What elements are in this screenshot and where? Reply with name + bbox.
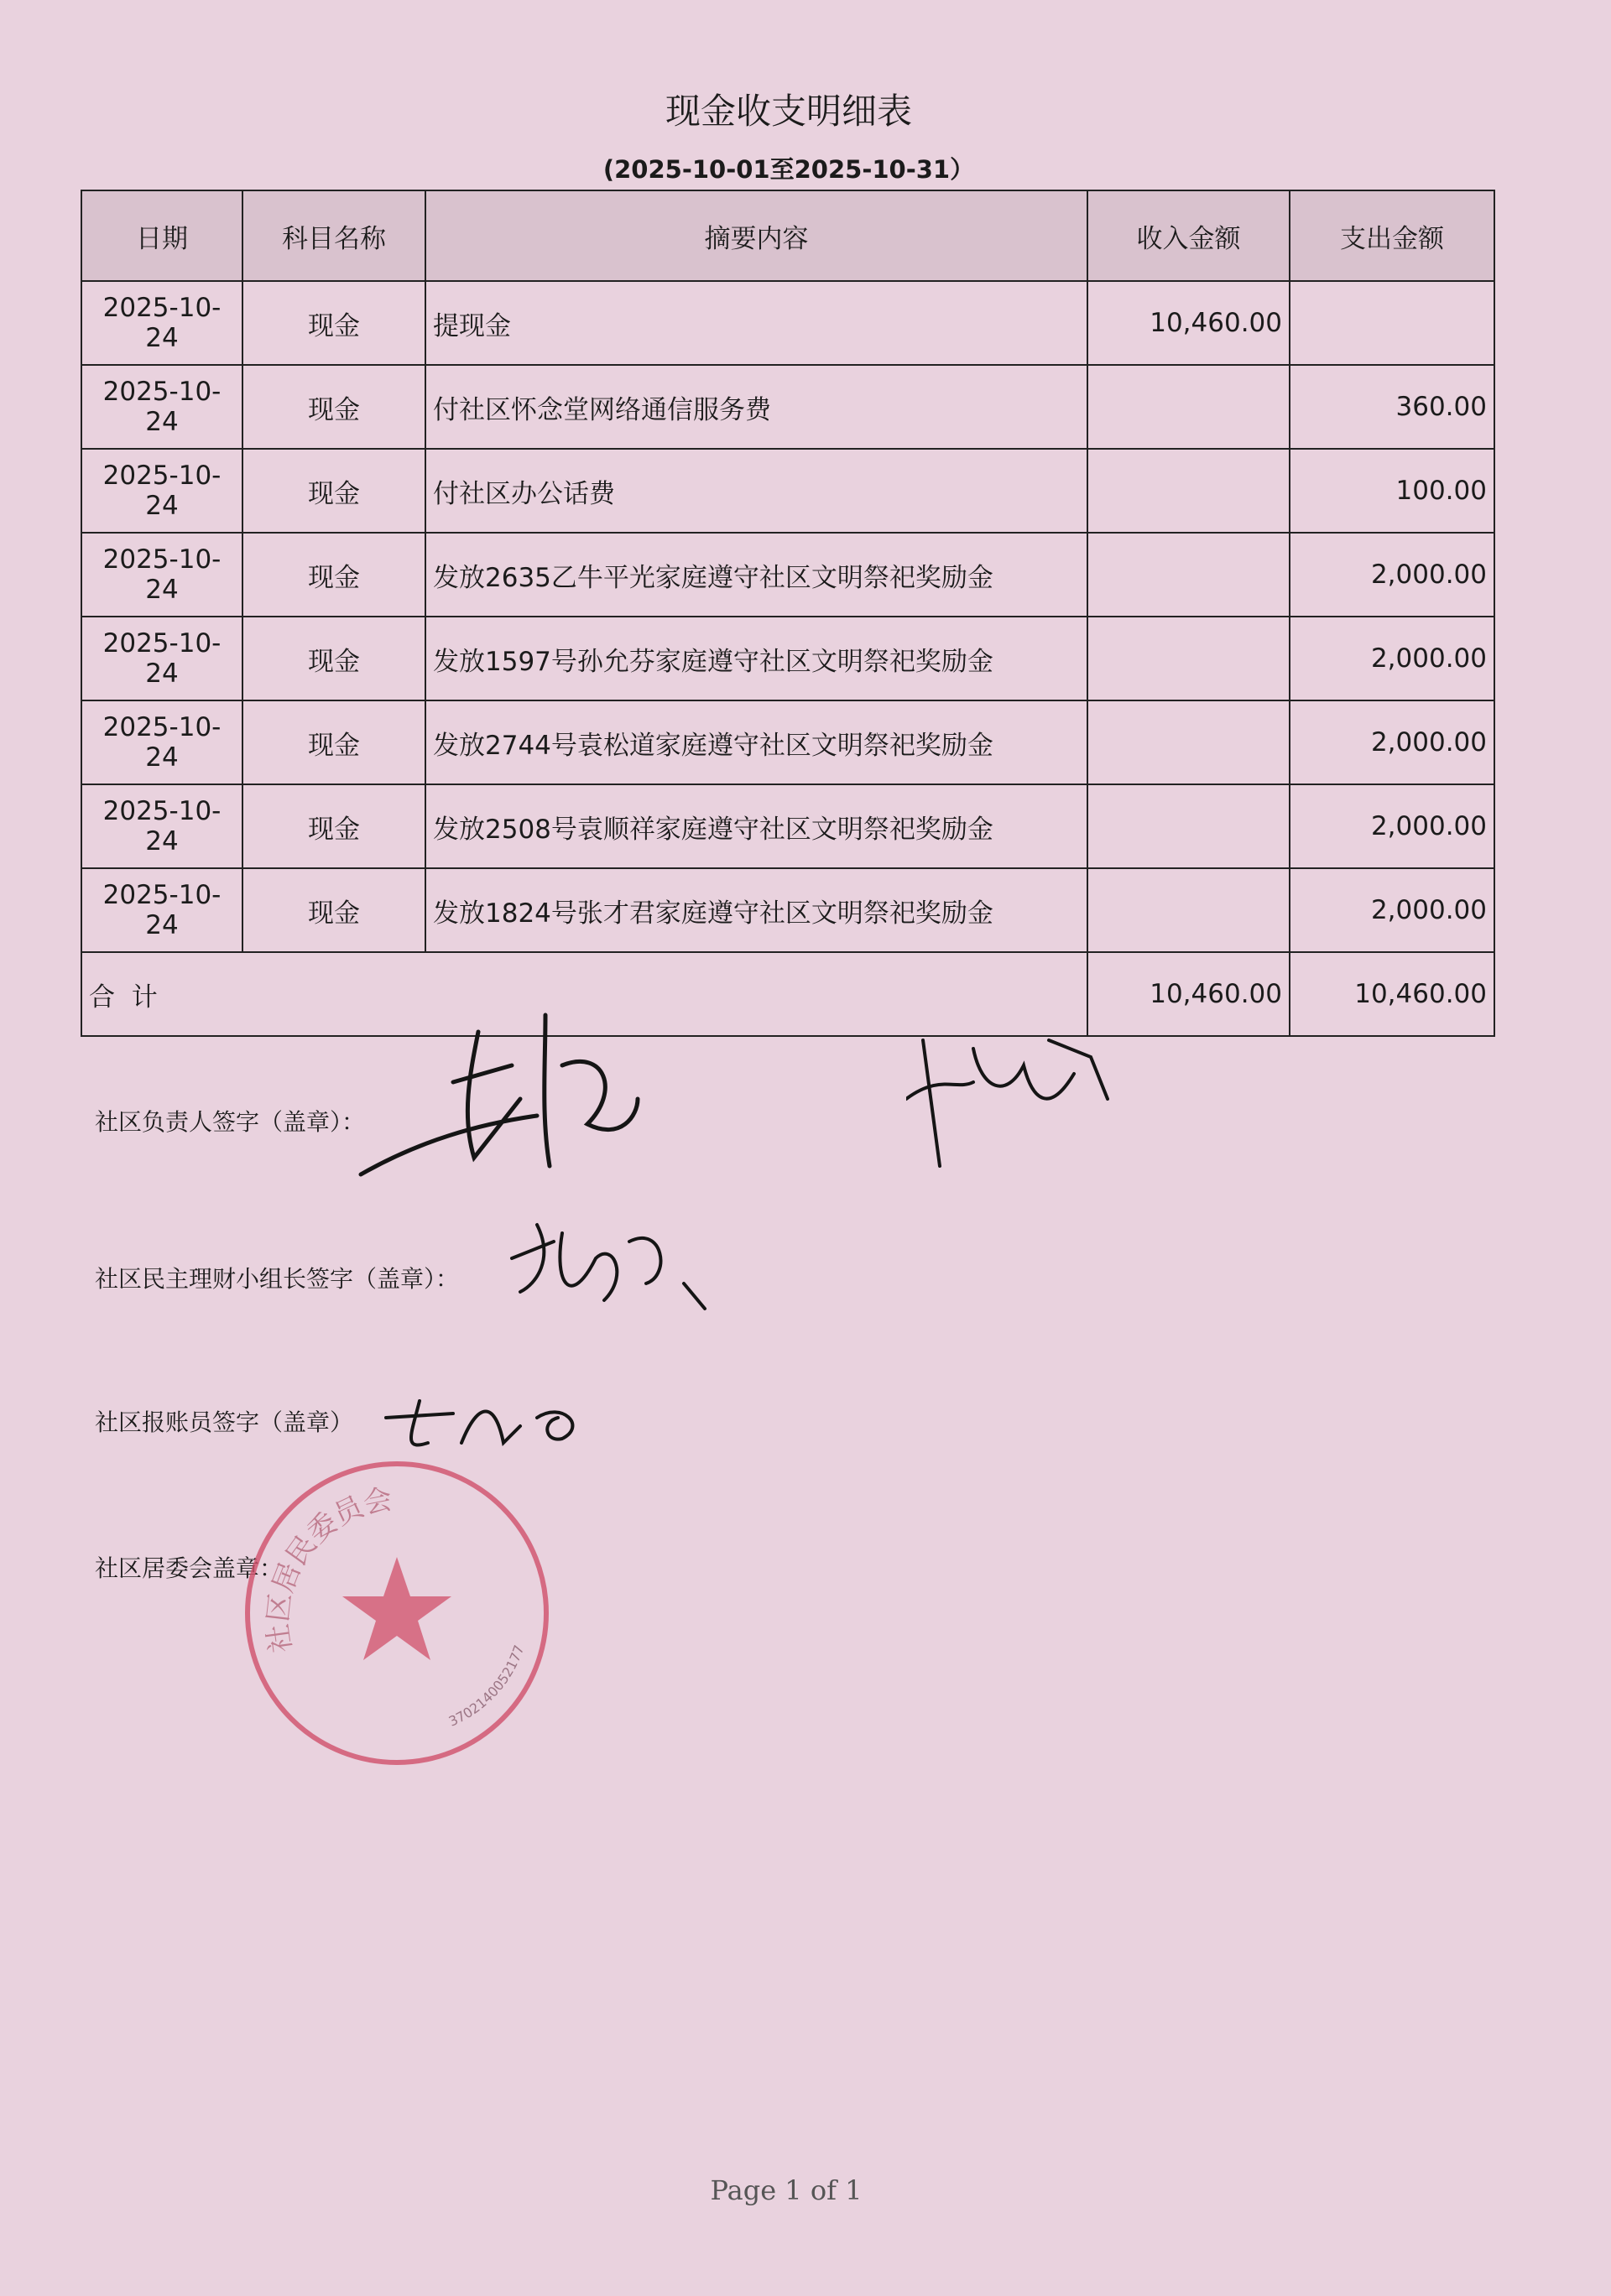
- row-subject: 现金: [242, 281, 425, 365]
- table-header-row: [81, 190, 1494, 281]
- committee-seal-label: 社区居委会盖章：: [95, 1554, 284, 1582]
- row-date: 2025-10-24: [81, 617, 242, 700]
- stamp-text: 社区居民委员会: [261, 1482, 395, 1655]
- accountant-signature-label: 社区报账员签字（盖章）: [95, 1408, 354, 1436]
- leader-signature: [352, 998, 671, 1208]
- row-summary: 付社区办公话费: [425, 449, 1087, 533]
- total-label: 合 计: [81, 952, 1087, 1036]
- row-summary: 发放2635乙牛平光家庭遵守社区文明祭祀奖励金: [425, 533, 1087, 617]
- row-subject: 现金: [242, 449, 425, 533]
- row-subject: 现金: [242, 365, 425, 449]
- row-summary: 发放2508号袁顺祥家庭遵守社区文明祭祀奖励金: [425, 784, 1087, 868]
- table-row: [81, 868, 1494, 952]
- row-subject: 现金: [242, 617, 425, 700]
- row-income: [1087, 868, 1290, 952]
- row-date: 2025-10-24: [81, 700, 242, 784]
- header-income: 收入金额: [1087, 190, 1290, 281]
- header-expense: 支出金额: [1290, 190, 1494, 281]
- total-expense: 10,460.00: [1290, 952, 1494, 1036]
- row-summary: 发放1824号张才君家庭遵守社区文明祭祀奖励金: [425, 868, 1087, 952]
- header-date: 日期: [81, 190, 242, 281]
- row-expense: 2,000.00: [1290, 868, 1494, 952]
- row-subject: 现金: [242, 868, 425, 952]
- row-income: [1087, 365, 1290, 449]
- row-income: [1087, 449, 1290, 533]
- row-income: 10,460.00: [1087, 281, 1290, 365]
- table-row: [81, 449, 1494, 533]
- accountant-signature: [378, 1393, 596, 1460]
- row-summary: 发放2744号袁松道家庭遵守社区文明祭祀奖励金: [425, 700, 1087, 784]
- table-row: [81, 365, 1494, 449]
- period: (2025-10-01至2025-10-31）: [602, 155, 975, 184]
- total-row: [81, 952, 1494, 1036]
- row-income: [1087, 533, 1290, 617]
- row-income: [1087, 617, 1290, 700]
- row-expense: 2,000.00: [1290, 700, 1494, 784]
- table-row: [81, 784, 1494, 868]
- row-income: [1087, 784, 1290, 868]
- row-date: 2025-10-24: [81, 784, 242, 868]
- cash-ledger-table: [81, 190, 1495, 1037]
- row-date: 2025-10-24: [81, 365, 242, 449]
- row-summary: 发放1597号孙允芬家庭遵守社区文明祭祀奖励金: [425, 617, 1087, 700]
- table-row: [81, 281, 1494, 365]
- table-row: [81, 617, 1494, 700]
- row-subject: 现金: [242, 700, 425, 784]
- stamp-code: 3702140052177: [446, 1643, 528, 1730]
- row-expense: 2,000.00: [1290, 784, 1494, 868]
- row-date: 2025-10-24: [81, 281, 242, 365]
- row-expense: 360.00: [1290, 365, 1494, 449]
- row-expense: 2,000.00: [1290, 533, 1494, 617]
- row-date: 2025-10-24: [81, 449, 242, 533]
- svg-text:3702140052177: [446, 1643, 527, 1729]
- row-summary: 提现金: [425, 281, 1087, 365]
- table-row: [81, 533, 1494, 617]
- row-income: [1087, 700, 1290, 784]
- row-summary: 付社区怀念堂网络通信服务费: [425, 365, 1087, 449]
- row-expense: 2,000.00: [1290, 617, 1494, 700]
- committee-stamp: [242, 1458, 552, 1768]
- row-expense: [1290, 281, 1494, 365]
- table-row: [81, 700, 1494, 784]
- header-summary: 摘要内容: [425, 190, 1087, 281]
- row-subject: 现金: [242, 784, 425, 868]
- finance-group-signature: [503, 1208, 713, 1325]
- row-expense: 100.00: [1290, 449, 1494, 533]
- row-date: 2025-10-24: [81, 533, 242, 617]
- total-income: 10,460.00: [1087, 952, 1290, 1036]
- row-subject: 现金: [242, 533, 425, 617]
- page-footer: Page 1 of 1: [710, 2174, 863, 2206]
- header-subject: 科目名称: [242, 190, 425, 281]
- leader-signature-label: 社区负责人签字（盖章）：: [95, 1108, 366, 1136]
- row-date: 2025-10-24: [81, 868, 242, 952]
- second-signature: [906, 1023, 1124, 1174]
- finance-group-signature-label: 社区民主理财小组长签字（盖章）：: [95, 1265, 460, 1293]
- document-title: 现金收支明细表: [665, 91, 912, 132]
